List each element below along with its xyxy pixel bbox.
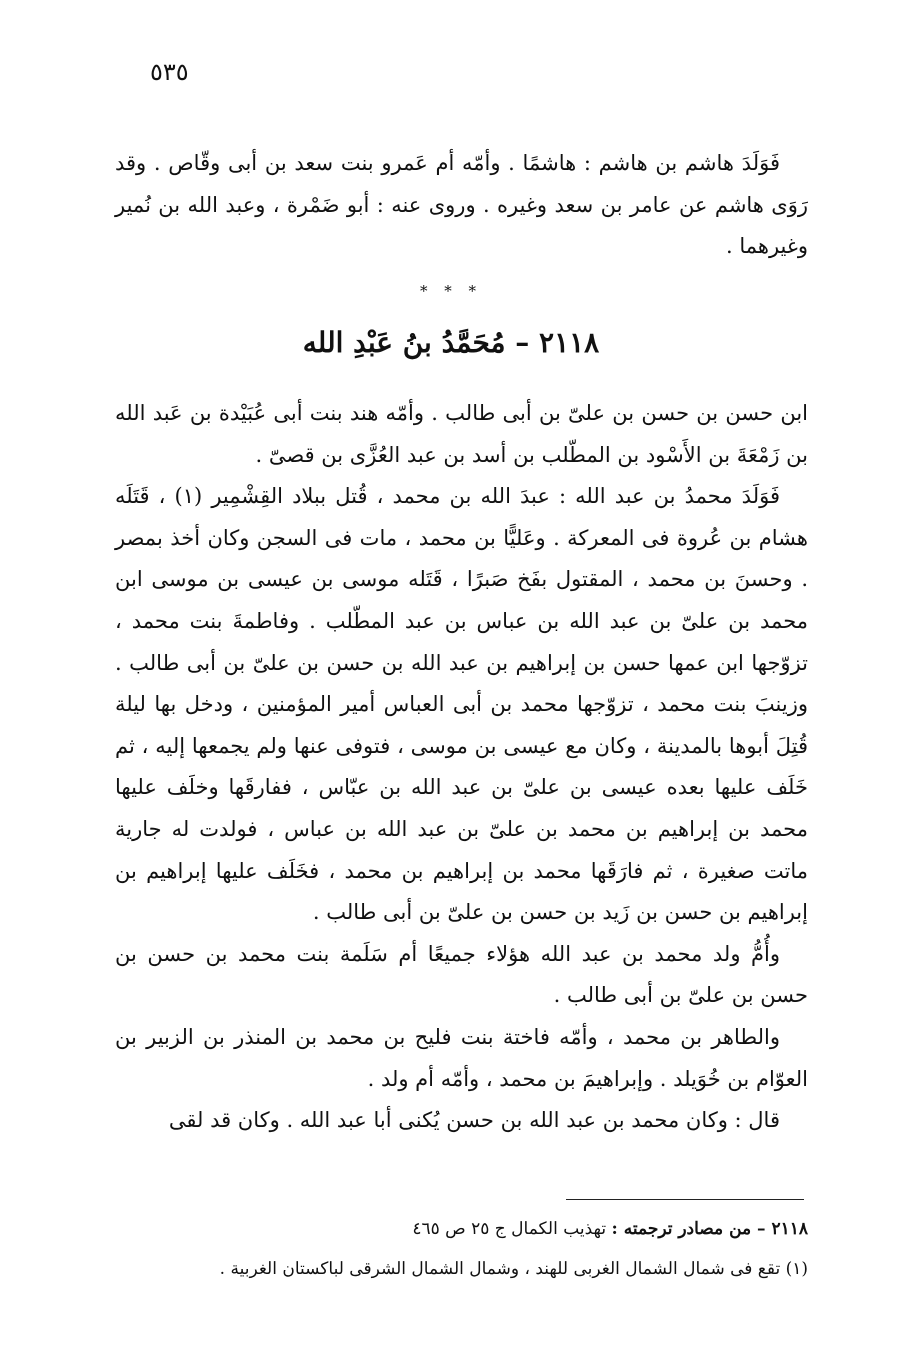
section-separator: * * * <box>419 282 483 300</box>
footnote-1: (١) تقع فى شمال الشمال الغربى للهند ، وشمال الشمال الشرقى لباكستان الغربية . <box>219 1259 808 1279</box>
footnote-source-text: تهذيب الكمال ج ٢٥ ص ٤٦٥ <box>412 1219 607 1239</box>
entry-paragraph-children: فَوَلَدَ محمدُ بن عبد الله : عبدَ الله بن محمد ، قُتل ببلاد القِشْمِير (١) ، قَتَلَه هشام بن عُروة فى المعركة . وعَليًّا بن محمد ، مات فى السجن وكان أخذ بمصر . وحسنَ بن محمد ، المقتول بفَخ صَبرًا ، قَتَله موسى بن عيسى بن موسى ابن محمد بن علىّ بن عبد الله بن عباس بن عبد المطّلب . وفاطمةَ بنت محمد ، تزوّجها ابن عمها حسن بن إبراهيم بن عبد الله بن حسن بن علىّ بن أبى طالب . وزينبَ بنت محمد ، تزوّجها محمد بن أبى العباس أمير المؤمنين ، ودخل بها ليلة قُتِلَ أبوها بالمدينة ، وكان مع عيسى بن موسى ، فتوفى عنها ولم يجمعها إليه ، ثم خَلَف عليها بعده عيسى بن علىّ بن عبد الله بن عبّاس ، ففارقَها وخلَف عليها محمد بن إبراهيم بن محمد بن علىّ بن عبد الله بن عباس ، فولدت له جارية ماتت صغيرة ، ثم فارَقَها محمد بن إبراهيم بن محمد ، فخَلَف عليها إبراهيم بن إبراهيم بن حسن بن زَيد بن حسن بن علىّ بن أبى طالب . <box>115 484 808 925</box>
entry-paragraph-mother: وأُمُّ ولد محمد بن عبد الله هؤلاء جميعًا أم سَلَمة بنت محمد بن حسن بن حسن بن علىّ بن أبى طالب . <box>115 941 808 1008</box>
footnote-rule <box>566 1199 804 1200</box>
intro-paragraph: فَوَلَدَ هاشم بن هاشم : هاشمًا . وأمّه أم عَمرو بنت سعد بن أبى وقّاص . وقد رَوَى هاشم عن عامر بن سعد وغيره . وروى عنه : أبو ضَمْرة ، وعبد الله بن نُمير وغيرهما . <box>115 151 808 259</box>
footnote-sources <box>115 1209 808 1249</box>
entry-paragraph-kunya: قال : وكان محمد بن عبد الله بن حسن يُكنى أبا عبد الله . وكان قد لقى <box>168 1108 780 1133</box>
footnote-source-label: ٢١١٨ – من مصادر ترجمته : <box>611 1219 808 1239</box>
intro-block <box>115 143 808 268</box>
entry-body <box>115 393 808 1142</box>
entry-paragraph-taher: والطاهر بن محمد ، وأمّه فاختة بنت فليح بن محمد بن المنذر بن الزبير بن العوّام بن خُوَيلد . وإبراهيمَ بن محمد ، وأمّه أم ولد . <box>115 1024 808 1091</box>
footnotes <box>115 1209 808 1289</box>
page-number: ٥٣٥ <box>150 58 189 86</box>
entry-heading: ٢١١٨ – مُحَمَّدُ بنُ عَبْدِ الله <box>302 326 600 359</box>
entry-paragraph-lineage: ابن حسن بن حسن بن علىّ بن أبى طالب . وأمّه هند بنت أبى عُبَيْدة بن عَبد الله بن زَمْعَةَ بن الأَسْود بن المطّلب بن أسد بن عبد العُزَّى بن قصىّ . <box>115 401 808 467</box>
